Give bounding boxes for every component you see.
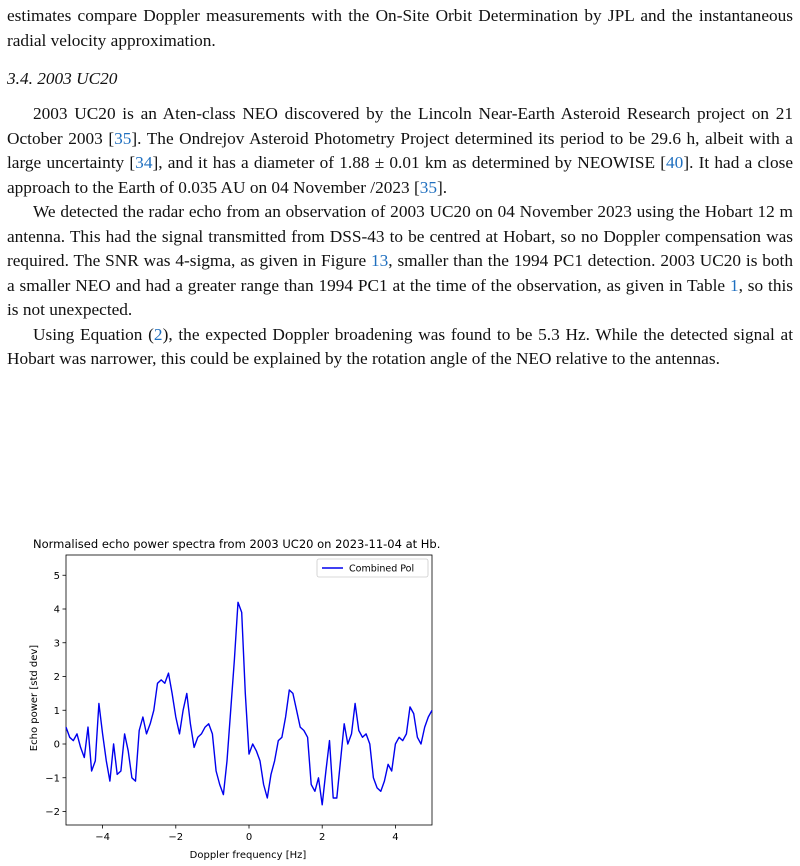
citation-link[interactable]: 34 [135, 153, 153, 172]
y-tick-label: 0 [53, 739, 60, 751]
paragraph-discovery [7, 102, 793, 200]
x-tick-label: −4 [95, 832, 110, 843]
y-axis-label: Echo power [std dev] [29, 644, 40, 752]
text-run: , so this is not unexpected. [7, 275, 794, 319]
paragraph-broadening [7, 323, 793, 372]
citation-link[interactable]: 40 [666, 153, 684, 172]
x-tick-label: 0 [245, 832, 253, 843]
y-tick-label: 4 [53, 604, 60, 616]
y-tick-label: 3 [53, 638, 60, 650]
table-link[interactable]: 1 [729, 275, 739, 295]
text-run: We detected the radar echo from an observation of 2003 UC20 on 04 November 2023 using the Hobart 12 m antenna. This had the signal transmitted from DSS-43 to be centred at Hobart, so no Doppler compensation was required. The SNR was 4-sigma, as given in Figure [7, 202, 793, 270]
x-tick-label: 2 [319, 832, 326, 843]
y-tick-label: 2 [53, 672, 60, 683]
text-run: ], and it has a diameter of 1.88 ± 0.01 km as determined by NEOWISE [ [152, 153, 667, 172]
x-axis-label: Doppler frequency [Hz] [189, 850, 307, 861]
series-group [66, 602, 432, 805]
text-run: ]. It had a close approach to the Earth of 0.035 AU on 04 November /2023 [ [7, 153, 793, 197]
figure-link[interactable]: 13 [371, 251, 389, 270]
text-run: ]. [437, 177, 448, 197]
x-tick-label: 4 [392, 832, 399, 843]
y-tick-label: 1 [53, 705, 60, 717]
equation-link[interactable]: 2 [153, 324, 163, 344]
plot-frame [66, 555, 432, 825]
text-run: 2003 UC20 is an Aten-class NEO discovered by the Lincoln Near-Earth Asteroid Research project on 21 October 2003 [ [7, 104, 793, 148]
y-tick-label: 5 [53, 570, 60, 582]
x-tick-label: −2 [168, 832, 184, 843]
paragraph-intro: estimates compare Doppler measurements with the On-Site Orbit Determination by JPL and the instantaneous radial velocity approximation. [7, 6, 793, 50]
citation-link[interactable]: 35 [114, 128, 132, 148]
section-heading: 3.4. 2003 UC20 [7, 69, 118, 88]
text-run: , smaller than the 1994 PC1 detection. 2003 UC20 is both a smaller NEO and had a greater range than 1994 PC1 at the time of the observation, as given in Table [7, 251, 793, 295]
echo-power-chart [0, 528, 480, 866]
series-line-combined-pol [66, 602, 432, 805]
y-tick-label: −2 [45, 807, 60, 818]
text-run: Using Equation ( [33, 324, 154, 344]
text-run: ]. The Ondrejov Asteroid Photometry Project determined its period to be 29.6 h, albeit with a large uncertainty [ [7, 128, 793, 172]
paragraph-detection [7, 200, 793, 323]
chart-title: Normalised echo power spectra from 2003 UC20 on 2023-11-04 at Hb. [33, 537, 441, 551]
legend [317, 559, 428, 577]
body-text [7, 4, 793, 53]
axes [45, 555, 432, 843]
y-tick-label: −1 [45, 773, 60, 785]
text-run: ), the expected Doppler broadening was found to be 5.3 Hz. While the detected signal at Hobart was narrower, this could be explained by the rotation angle of the NEO relative to the antennas. [7, 324, 793, 368]
legend-label: Combined Pol [349, 563, 415, 575]
citation-link[interactable]: 35 [419, 177, 438, 197]
body-text-section [7, 102, 793, 372]
